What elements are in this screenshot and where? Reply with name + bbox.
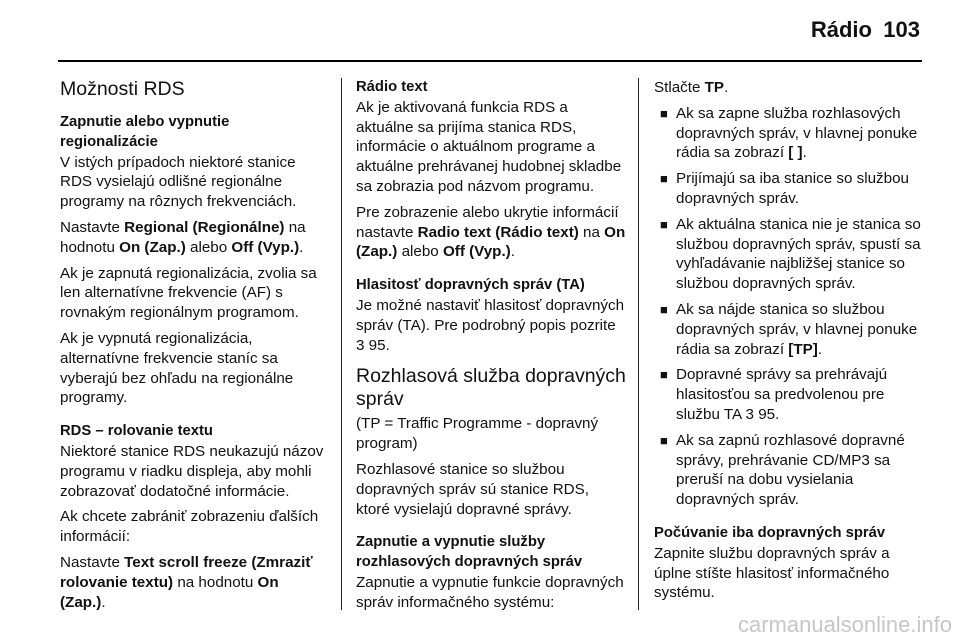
button-label: TP <box>704 79 725 96</box>
text: na hodnotu <box>173 573 258 591</box>
page-header <box>0 0 960 62</box>
subheading-ta-volume: Hlasitosť dopravných správ (TA) <box>356 277 585 294</box>
bullet-icon: ■ <box>660 367 668 383</box>
text: Ak sa nájde stanica so službou dopravných správ, v hlavnej ponuke rádia sa zobrazí <box>676 300 918 358</box>
column-1 <box>60 78 328 618</box>
text: alebo <box>185 238 232 256</box>
page-number: 103 <box>883 17 920 42</box>
paragraph: Ak je zapnutá regionalizácia, zvolia sa len alternatívne frekvencie (AF) s rovnakým regionálnym programom. <box>60 264 317 322</box>
text: Ak aktuálna stanica nie je stanica so službou dopravných správ, spustí sa vyhľadávanie najbližšej stanice so službou dopravných správ. <box>676 215 921 293</box>
text: Prijímajú sa iba stanice so službou dopravných správ. <box>676 170 909 207</box>
text: Stlačte <box>654 79 705 96</box>
text: Dopravné správy sa prehrávajú hlasitosťou sa predvolenou pre službu TA <box>676 366 888 423</box>
paragraph-set-radio-text <box>356 203 626 262</box>
option-value: On (Zap.) <box>119 238 186 256</box>
page-reference[interactable]: 95. <box>364 336 390 354</box>
list-item <box>654 104 924 163</box>
option-value: On (Zap.) <box>60 573 279 611</box>
option-value: Off (Vyp.) <box>442 243 511 261</box>
bullet-icon: ■ <box>660 171 668 187</box>
option-value: Off (Vyp.) <box>231 238 300 256</box>
text: alebo <box>397 243 443 261</box>
page-reference-arrow-icon: 3 <box>745 405 754 423</box>
subheading-tp-toggle-line1: Zapnutie a vypnutie služby <box>356 534 546 551</box>
text: . <box>724 79 729 96</box>
bullet-icon: ■ <box>660 105 668 121</box>
paragraph: Ak chcete zabrániť zobrazeniu ďalších informácií: <box>60 508 319 546</box>
text: Ak sa zapnú rozhlasové dopravné správy, prehrávanie CD/MP3 sa preruší na dobu vysielania dopravných správ. <box>676 431 905 509</box>
header-rule <box>58 60 922 62</box>
text: na <box>578 223 605 241</box>
text: Je možné nastaviť hlasitosť dopravných správ (TA). Pre podrobný popis pozrite <box>356 296 625 334</box>
bullet-icon: ■ <box>660 216 668 232</box>
subheading-radio-text: Rádio text <box>356 79 428 95</box>
option-label: Radio text (Rádio text) <box>417 223 579 241</box>
paragraph: Niektoré stanice RDS neukazujú názov programu v riadku displeja, aby mohli zobrazovať dodatočné informácie. <box>60 442 324 500</box>
subheading-text-scroll: RDS – rolovanie textu <box>60 423 213 440</box>
text: na hodnotu <box>60 218 306 256</box>
page-reference-arrow-icon: 3 <box>356 336 365 354</box>
list-item <box>654 365 924 424</box>
subheading-tp-toggle-line2: rozhlasových dopravných správ <box>356 554 583 571</box>
bullet-icon: ■ <box>660 301 668 317</box>
paragraph: (TP = Traffic Programme - dopravný program) <box>356 415 599 453</box>
text: . <box>802 144 807 162</box>
paragraph: Rozhlasové stanice so službou dopravných správ sú stanice RDS, ktoré vysielajú dopravné správy. <box>356 460 589 518</box>
page-section-title: Rádio <box>810 17 872 42</box>
paragraph: Zapnutie a vypnutie funkcie dopravných správ informačného systému: <box>356 573 624 611</box>
paragraph: V istých prípadoch niektoré stanice RDS vysielajú odlišné regionálne programy na rôznych frekvenciách. <box>60 153 297 211</box>
option-label: Regional (Regionálne) <box>124 218 285 236</box>
list-item <box>654 431 924 510</box>
paragraph: Zapnite službu dopravných správ a úplne stíšte hlasitosť informačného systému. <box>654 544 890 602</box>
watermark: carmanualsonline.info <box>737 612 952 637</box>
subheading-tp-toggle <box>356 533 626 573</box>
display-indicator: [TP] <box>788 340 818 358</box>
text: . <box>101 593 106 611</box>
text: Nastavte <box>60 553 125 571</box>
paragraph-ta-volume <box>356 296 626 355</box>
text: Ak sa zapne služba rozhlasových dopravných správ, v hlavnej ponuke rádia sa zobrazí <box>676 104 918 162</box>
section-heading-traffic-service: Rozhlasová služba dopravných správ <box>356 365 626 411</box>
list-item <box>654 169 924 209</box>
option-label: Text scroll freeze (Zmraziť rolovanie textu) <box>60 553 313 591</box>
text: Pre zobrazenie alebo ukrytie informácií nastavte <box>356 203 619 241</box>
paragraph: Ak je vypnutá regionalizácia, alternatívne frekvencie staníc sa vyberajú bez ohľadu na regionálne programy. <box>60 329 294 407</box>
display-indicator: [ ] <box>788 144 803 162</box>
subheading-regional-line1: Zapnutie alebo vypnutie <box>60 114 230 130</box>
section-heading-rds-options: Možnosti RDS <box>60 78 185 100</box>
paragraph-set-scroll <box>60 553 328 612</box>
bullet-icon: ■ <box>660 432 668 448</box>
subheading-regional <box>60 113 328 153</box>
column-divider-2 <box>638 78 639 610</box>
column-3 <box>654 78 924 609</box>
list-item <box>654 300 924 359</box>
list-item <box>654 215 924 294</box>
bullet-list <box>654 104 924 510</box>
page-reference[interactable]: 95. <box>753 405 780 423</box>
paragraph: Ak je aktivovaná funkcia RDS a aktuálne sa prijíma stanica RDS, informácie o aktuálnom programe a aktuálne prehrávanej hudobnej skladbe sa zobrazia pod názvom programu. <box>356 98 622 195</box>
subheading-listen-traffic: Počúvanie iba dopravných správ <box>654 524 886 541</box>
column-2 <box>356 78 626 619</box>
text: . <box>510 243 515 261</box>
text: Nastavte <box>60 218 125 236</box>
paragraph-set-regional <box>60 218 328 258</box>
subheading-regional-line2: regionalizácie <box>60 133 158 150</box>
text: . <box>817 340 823 358</box>
column-divider-1 <box>341 78 342 610</box>
option-value: On (Zap.) <box>356 223 626 261</box>
text: . <box>299 238 304 256</box>
paragraph-press-tp <box>654 78 924 98</box>
